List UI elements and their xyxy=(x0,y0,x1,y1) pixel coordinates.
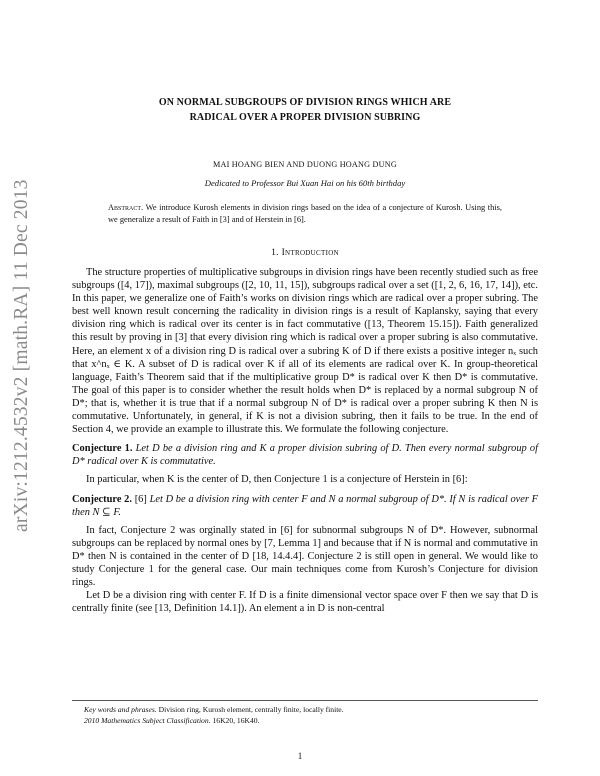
authors: MAI HOANG BIEN AND DUONG HOANG DUNG xyxy=(213,160,397,169)
conjecture-1 xyxy=(72,442,538,468)
abstract-text: We introduce Kurosh elements in division rings based on the idea of a conjecture of Kurosh. Using this, we generalize a result of Faith in [3] and of Herstein in [6]. xyxy=(108,203,502,224)
page-number: 1 xyxy=(297,751,303,761)
section-number: 1. xyxy=(271,247,279,258)
section-title: Introduction xyxy=(281,247,339,258)
conjecture-2-label: Conjecture 2. xyxy=(72,493,132,505)
keywords-text: Division ring, Kurosh element, centrally finite, locally finite. xyxy=(158,705,344,714)
conjecture-2-text: Let D be a division ring with center F and N a normal subgroup of D*. If N is radical over F then N ⊆ F. xyxy=(72,493,538,518)
paragraph-herstein: In particular, when K is the center of D, then Conjecture 1 is a conjecture of Herstein in [6]: xyxy=(86,474,468,486)
section-heading xyxy=(72,247,538,258)
abstract xyxy=(108,202,502,225)
conjecture-2 xyxy=(72,493,538,519)
conjecture-1-label: Conjecture 1. xyxy=(72,443,133,455)
footnote-msc xyxy=(72,715,538,726)
paper-title xyxy=(72,95,538,125)
paragraph-subnormal: In fact, Conjecture 2 was orginally stated in [6] for subnormal subgroups N of D*. However, subnormal subgroups can be replaced by normal ones by [7, Lemma 1] and because that if N is normal and commutative in D* then N is contained in the center of D [18, 14.4.4]. Conjecture 2 is still open in general. We would like to study Conjecture 1 for the general case. Our main techniques come from Kurosh’s Conjecture for division rings. xyxy=(72,524,538,589)
conjecture-1-text: Let D be a division ring and K a proper division subring of D. Then every normal subgroup of D* radical over K is commutative. xyxy=(72,443,538,468)
footnote-keywords xyxy=(72,704,538,715)
footnotes xyxy=(72,700,538,726)
msc-label: 2010 Mathematics Subject Classification. xyxy=(84,716,211,725)
arxiv-identifier: arXiv:1212.4532v2 [math.RA] 11 Dec 2013 xyxy=(11,179,32,533)
conjecture-2-ref[interactable]: [6] xyxy=(134,493,147,505)
msc-text: 16K20, 16K40. xyxy=(212,716,260,725)
paragraph-centrally-finite: Let D be a division ring with center F. If D is a finite dimensional vector space over F then we say that D is centrally finite (see [13, Definition 14.1]). An element a in D is non-central xyxy=(72,590,538,615)
keywords-label: Key words and phrases. xyxy=(84,705,157,714)
paragraph-intro: The structure properties of multiplicative subgroups in division rings have been recently studied such as free subgroups ([4, 17]), maximal subgroups ([2, 10, 11, 15]), subgroups radical over a set ([1, 2, 6, 16, 17, 14]), etc. In this paper, we generalize one of Faith’s works on division rings which are radical over a proper subring. The best well known result concerning the radicality in division rings is a result of Kaplansky, saying that every division ring which is radical over its center is in fact commutative ([13, Theorem 15.15]). Faith generalized this result by proving in [3] that every division ring which is radical over a proper subring is also commutative. Here, an element x of a division ring D is radical over a subring K of D if there exists a positive integer nₓ such that x^nₓ ∈ K. A subset of D is radical over K if all of its elements are radical over K. In group-theoretical language, Faith’s Theorem said that if the multiplicative group D* is radical over K then D* is commutative. The goal of this paper is to consider whether the result holds when D* is replaced by a normal subgroup N of D*; that is, whether it is true that if a normal subgroup N of D* is radical over a proper subring K then N is commutative. Unfortunately, in general, if K is not a division subring, then it fails to be true. In the end of Section 4, we provide an example to illustrate this. We formulate the following conjecture. xyxy=(72,267,538,436)
title-line-1: ON NORMAL SUBGROUPS OF DIVISION RINGS WHICH ARE xyxy=(158,97,452,108)
title-line-2: RADICAL OVER A PROPER DIVISION SUBRING xyxy=(189,112,421,123)
dedication: Dedicated to Professor Bui Xuan Hai on his 60th birthday xyxy=(204,178,406,188)
paper-page xyxy=(72,95,538,615)
abstract-label: Abstract. xyxy=(108,203,144,212)
